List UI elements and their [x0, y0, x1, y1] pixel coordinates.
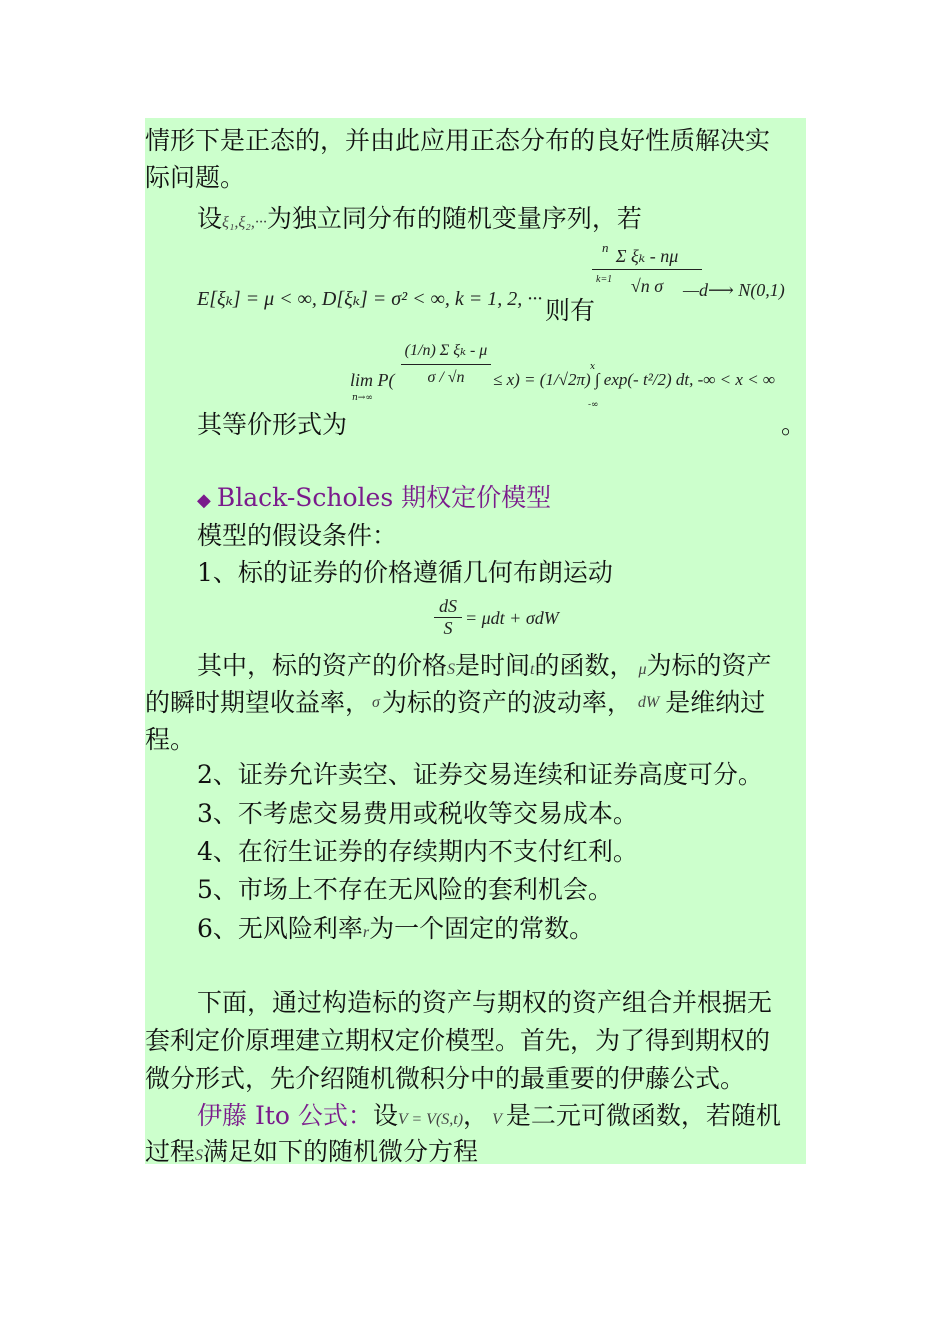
expectation-formula: E[ξₖ] = μ < ∞, D[ξₖ] = σ² < ∞, k = 1, 2, ···	[197, 288, 543, 310]
assumption-6: 6、无风险利率r为一个固定的常数。	[197, 914, 595, 943]
gbm-rhs: = μdt + σdW	[465, 608, 559, 628]
paragraph-1-line-2: 际问题。	[145, 163, 246, 192]
convergence-arrow: —d⟶ N(0,1)	[683, 280, 785, 300]
paragraph-5-line-1: 过程S满足如下的随机微分方程	[145, 1137, 479, 1166]
document-page: 情形下是正态的，并由此应用正态分布的良好性质解决实 际问题。 设ξ₁,ξ₂,···为独立同分布的随机变量序列，若 E[ξₖ] = μ < ∞, D[ξₖ] = σ² < ∞, k = 1, 2, ··· 则有 n Σ ξₖ - nμ k=1 √n σ —d⟶ N(0,1) lim P( n→∞ (1/n) Σ ξₖ - μ σ / √n x -∞ ≤ x) = (1/√2π) ∫ exp(- t²/2) dt, -∞ < x < ∞ 其等价形式为 。 ◆ Black-Scholes 期权定价模型 模型的假设条件： 1、标的证券的价格遵循几何布朗运动 dS S = μdt + σdW 其中，标的资产的价格S是时间t的函数， μ为标的资产 的瞬时期望收益率， σ 为标的资产的波动率， dW 是维纳过 程。 2、证券允许卖空、证券交易连续和证券高度可分。 3、不考虑交易费用或税收等交易成本。 4、在衍生证券的存续期内不支付红利。 5、市场上不存在无风险的套利机会。 6、无风险利率r为一个固定的常数。 下面，通过构造标的资产与期权的资产组合并根据无 套利定价原理建立期权定价模型。首先，为了得到期权的 微分形式，先介绍随机微积分中的最重要的伊藤公式。 伊藤 Ito 公式：设V = V(S,t)， V 是二元可微函数，若随机 过程S满足如下的随机微分方程	[145, 118, 806, 1164]
assumption-heading: 模型的假设条件：	[197, 521, 398, 550]
clt-fraction: n Σ ξₖ - nμ k=1 √n σ	[592, 246, 702, 297]
equivalent-form-period: 。	[781, 410, 807, 439]
paragraph-4-line-2: 套利定价原理建立期权定价模型。首先，为了得到期权的	[145, 1026, 771, 1055]
paragraph-3-line-2: 的瞬时期望收益率， σ 为标的资产的波动率， dW 是维纳过	[145, 688, 766, 717]
assumption-1: 1、标的证券的价格遵循几何布朗运动	[197, 558, 613, 587]
paragraph-3-line-1: 其中，标的资产的价格S是时间t的函数， μ为标的资产	[197, 651, 772, 680]
diamond-bullet-icon: ◆	[197, 490, 211, 511]
paragraph-3-line-3: 程。	[145, 725, 196, 754]
assumption-2: 2、证券允许卖空、证券交易连续和证券高度可分。	[197, 760, 763, 789]
paragraph-4-line-1: 下面，通过构造标的资产与期权的资产组合并根据无	[197, 988, 773, 1017]
bs-heading: ◆ Black-Scholes 期权定价模型	[197, 483, 552, 512]
assumption-4: 4、在衍生证券的存续期内不支付红利。	[197, 837, 638, 866]
assumption-3: 3、不考虑交易费用或税收等交易成本。	[197, 799, 638, 828]
then-have-text: 则有	[545, 296, 596, 325]
paragraph-4-line-3: 微分形式，先介绍随机微积分中的最重要的伊藤公式。	[145, 1064, 746, 1093]
paragraph-2-line-1: 设ξ₁,ξ₂,···为独立同分布的随机变量序列，若	[197, 204, 642, 233]
ito-line: 伊藤 Ito 公式：设V = V(S,t)， V 是二元可微函数，若随机	[197, 1101, 781, 1130]
limit-prob: lim P(	[350, 370, 395, 390]
limit-rhs: ≤ x) = (1/√2π) ∫ exp(- t²/2) dt, -∞ < x < ∞	[493, 370, 776, 389]
assumption-5: 5、市场上不存在无风险的套利机会。	[197, 875, 613, 904]
paragraph-1-line-1: 情形下是正态的，并由此应用正态分布的良好性质解决实	[145, 126, 771, 155]
equivalent-form-text: 其等价形式为	[197, 410, 348, 439]
gbm-fraction: dS S	[434, 596, 462, 639]
ito-heading: 伊藤 Ito 公式：	[197, 1101, 373, 1130]
limit-inner-fraction: (1/n) Σ ξₖ - μ σ / √n	[401, 340, 491, 387]
xi-sequence: ξ₁,ξ₂,···	[222, 214, 267, 231]
